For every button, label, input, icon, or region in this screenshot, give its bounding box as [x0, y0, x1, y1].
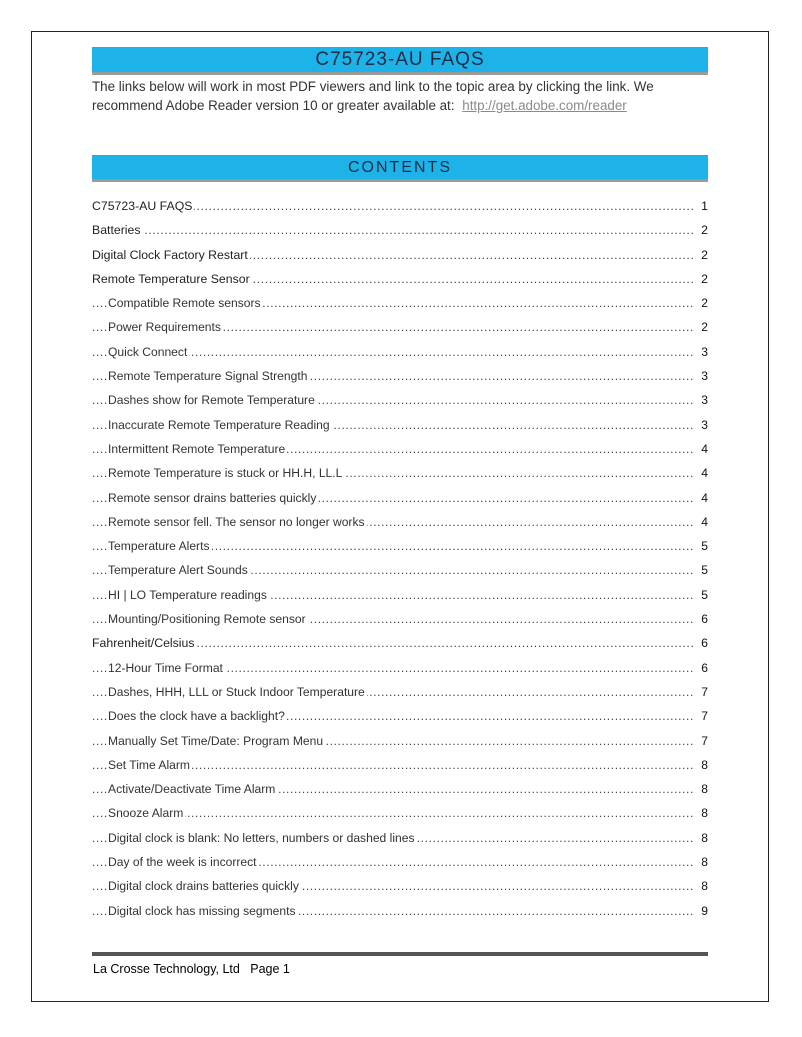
- footer-divider: [92, 952, 708, 956]
- toc-entry-page: 8: [694, 874, 708, 898]
- toc-entry-title[interactable]: Remote sensor fell. The sensor no longer works: [108, 514, 365, 529]
- toc-entry-page: 3: [694, 388, 708, 412]
- toc-entry-title[interactable]: C75723-AU FAQS: [92, 199, 193, 213]
- toc-entry-page: 4: [694, 461, 708, 485]
- toc-entry-page: 2: [694, 315, 708, 339]
- toc-leader-dots: [92, 218, 694, 242]
- toc-entry-page: 5: [694, 558, 708, 582]
- toc-entry-page: 8: [694, 777, 708, 801]
- toc-entry-title[interactable]: Fahrenheit/Celsius: [92, 636, 195, 651]
- toc-entry[interactable]: [92, 267, 708, 291]
- toc-entry-title[interactable]: Remote Temperature is stuck or HH.H, LL.L: [108, 466, 343, 481]
- toc-entry-page: 8: [694, 753, 708, 777]
- toc-entry-page: 5: [694, 583, 708, 607]
- intro-paragraph: [92, 77, 712, 115]
- toc-entry-title[interactable]: Mounting/Positioning Remote sensor: [108, 612, 306, 627]
- toc-entry-page: 7: [694, 680, 708, 704]
- toc-entry-title[interactable]: Snooze Alarm: [108, 806, 184, 821]
- toc-entry-title[interactable]: Day of the week is incorrect: [108, 855, 257, 870]
- toc-entry-page: 8: [694, 801, 708, 825]
- toc-entry-title[interactable]: Power Requirements: [108, 320, 221, 335]
- toc-entry-page: 2: [694, 291, 708, 315]
- toc-entry-title[interactable]: Remote Temperature Sensor: [92, 271, 250, 286]
- toc-entry[interactable]: [92, 729, 708, 753]
- toc-entry[interactable]: [92, 340, 708, 364]
- toc-entry-page: 6: [694, 607, 708, 631]
- toc-entry-title[interactable]: Temperature Alert Sounds: [108, 563, 248, 578]
- toc-entry[interactable]: [92, 486, 708, 510]
- toc-entry[interactable]: [92, 461, 708, 485]
- toc-entry-title[interactable]: Set Time Alarm: [108, 757, 190, 772]
- toc-entry-title[interactable]: Remote sensor drains batteries quickly: [108, 490, 317, 505]
- toc-entry-page: 6: [694, 656, 708, 680]
- toc-entry[interactable]: [92, 534, 708, 558]
- toc-entry-page: 4: [694, 510, 708, 534]
- toc-entry-title[interactable]: Batteries: [92, 223, 141, 238]
- page-footer: La Crosse Technology, Ltd Page 1: [93, 962, 290, 976]
- document-title: C75723-AU FAQS: [92, 47, 708, 75]
- toc-entry[interactable]: [92, 704, 708, 728]
- toc-entry-page: 1: [694, 194, 708, 218]
- contents-heading: CONTENTS: [92, 155, 708, 182]
- toc-entry-title[interactable]: Inaccurate Remote Temperature Reading: [108, 417, 330, 432]
- toc-entry[interactable]: [92, 510, 708, 534]
- adobe-reader-link[interactable]: http://get.adobe.com/reader: [462, 98, 627, 113]
- toc-entry-page: 3: [694, 413, 708, 437]
- toc-entry-title[interactable]: Dashes show for Remote Temperature: [108, 393, 315, 408]
- toc-entry-title[interactable]: Quick Connect: [108, 344, 188, 359]
- toc-entry[interactable]: [92, 583, 708, 607]
- toc-entry[interactable]: [92, 753, 708, 777]
- toc-entry-title[interactable]: Digital clock has missing segments: [108, 903, 296, 918]
- toc-entry-page: 4: [694, 486, 708, 510]
- toc-entry-title[interactable]: Digital Clock Factory Restart: [92, 247, 248, 262]
- toc-entry[interactable]: [92, 874, 708, 898]
- toc-entry[interactable]: [92, 607, 708, 631]
- toc-entry-page: 8: [694, 826, 708, 850]
- toc-entry-page: 2: [694, 218, 708, 242]
- toc-entry-title[interactable]: Digital clock is blank: No letters, numbers or dashed lines: [108, 830, 415, 845]
- toc-entry-page: 4: [694, 437, 708, 461]
- toc-entry-page: 3: [694, 340, 708, 364]
- toc-entry-page: 5: [694, 534, 708, 558]
- toc-entry[interactable]: [92, 801, 708, 825]
- toc-entry-page: 3: [694, 364, 708, 388]
- toc-entry[interactable]: [92, 850, 708, 874]
- toc-entry[interactable]: [92, 291, 708, 315]
- toc-entry[interactable]: [92, 437, 708, 461]
- intro-text: The links below will work in most PDF viewers and link to the topic area by clicking the link. We recommend Adobe Reader version 10 or greater available at:: [92, 79, 654, 113]
- toc-entry[interactable]: [92, 364, 708, 388]
- toc-entry[interactable]: [92, 218, 708, 242]
- toc-entry[interactable]: [92, 656, 708, 680]
- toc-entry[interactable]: [92, 388, 708, 412]
- toc-entry-title[interactable]: Manually Set Time/Date: Program Menu: [108, 733, 324, 748]
- toc-entry-page: 2: [694, 267, 708, 291]
- toc-entry[interactable]: [92, 631, 708, 655]
- toc-entry-page: 8: [694, 850, 708, 874]
- toc-entry[interactable]: [92, 194, 708, 218]
- toc-entry-title[interactable]: Remote Temperature Signal Strength: [108, 369, 308, 384]
- toc-entry-page: 7: [694, 704, 708, 728]
- toc-entry-page: 6: [694, 631, 708, 655]
- toc-entry-page: 9: [694, 899, 708, 923]
- toc-entry-title[interactable]: Compatible Remote sensors: [108, 296, 261, 311]
- toc-entry-title[interactable]: Does the clock have a backlight?: [108, 709, 285, 724]
- toc-entry-page: 2: [694, 243, 708, 267]
- toc-entry-page: 7: [694, 729, 708, 753]
- toc-entry-title[interactable]: HI | LO Temperature readings: [108, 587, 267, 602]
- toc-entry[interactable]: [92, 680, 708, 704]
- toc-entry[interactable]: [92, 243, 708, 267]
- toc-entry[interactable]: [92, 413, 708, 437]
- toc-entry[interactable]: [92, 558, 708, 582]
- toc-entry-title[interactable]: 12-Hour Time Format: [108, 660, 223, 675]
- toc-entry[interactable]: [92, 777, 708, 801]
- toc-entry[interactable]: [92, 899, 708, 923]
- toc-entry-title[interactable]: Intermittent Remote Temperature: [108, 441, 286, 456]
- table-of-contents: [92, 194, 708, 923]
- toc-entry-title[interactable]: Dashes, HHH, LLL or Stuck Indoor Temperature: [108, 684, 365, 699]
- toc-entry[interactable]: [92, 315, 708, 339]
- toc-entry-title[interactable]: Temperature Alerts: [108, 539, 210, 554]
- toc-entry[interactable]: [92, 826, 708, 850]
- toc-entry-title[interactable]: Activate/Deactivate Time Alarm: [108, 782, 276, 797]
- toc-entry-title[interactable]: Digital clock drains batteries quickly: [108, 879, 299, 894]
